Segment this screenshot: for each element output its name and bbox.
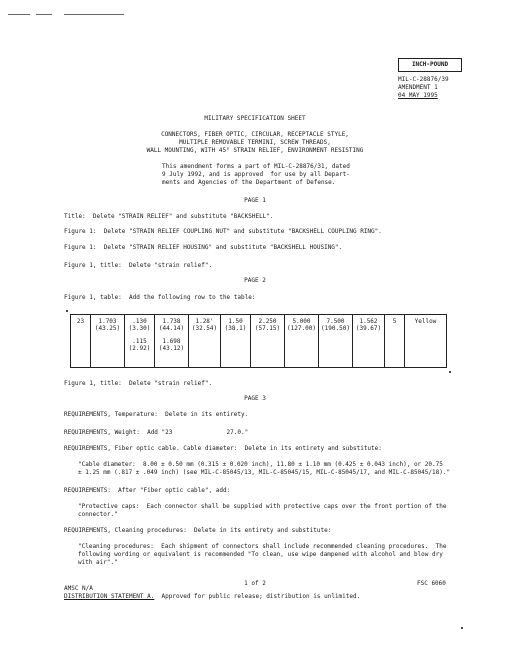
cell-value: 5 — [392, 318, 397, 325]
distribution-statement — [64, 593, 360, 600]
scan-speck — [461, 627, 463, 629]
amsc-code: AMSC N/A — [64, 585, 93, 592]
table-cell — [251, 315, 285, 368]
cell-value-metric: (32.54) — [191, 325, 218, 332]
table-cell — [353, 315, 385, 368]
table-cell — [385, 315, 405, 368]
table-cell — [285, 315, 319, 368]
cell-value: 7.500 — [326, 318, 345, 325]
scan-artifact-line — [36, 14, 52, 15]
table-cell — [91, 315, 125, 368]
cell-value: 1.50 — [228, 318, 243, 325]
change-item: Title: Delete "STRAIN RELIEF" and substitute "BACKSHELL". — [64, 213, 274, 220]
quoted-text: following wording or equivalent is recommended "To clean, use wipe dampened with alcohol and blow dry — [78, 551, 443, 558]
table-cell — [405, 315, 447, 368]
cell-value: .115 — [132, 338, 147, 345]
distribution-label: DISTRIBUTION STATEMENT A. — [64, 593, 155, 600]
cell-value-metric: (44.14) — [158, 325, 185, 332]
table-cell — [319, 315, 353, 368]
cell-value: .130 — [132, 318, 147, 325]
subject-line: WALL MOUNTING, WITH 45° STRAIN RELIEF, ENVIRONMENT RESISTING — [146, 147, 364, 154]
section-heading: PAGE 2 — [244, 277, 266, 284]
quoted-text: "Cable diameter: 8.00 ± 0.50 mm (0.315 ± 0.020 inch), 11.80 ± 1.10 mm (0.425 ± 0.043 inch), or 20.75 — [78, 461, 443, 468]
intro-paragraph: This amendment forms a part of MIL-C-28876/31, dated — [162, 163, 350, 170]
change-item: REQUIREMENTS, Temperature: Delete in its entirety. — [64, 411, 249, 418]
change-item: Figure 1, title: Delete "strain relief". — [64, 380, 213, 387]
cell-value: 5.000 — [292, 318, 311, 325]
change-item: REQUIREMENTS: After "Fiber optic cable", add: — [64, 487, 231, 494]
change-item: Figure 1, title: Delete "strain relief". — [64, 262, 213, 269]
added-table-row — [70, 314, 447, 368]
change-item: Figure 1: Delete "STRAIN RELIEF HOUSING" and substitute "BACKSHELL HOUSING". — [64, 244, 343, 251]
cell-value: 1.738 — [162, 318, 181, 325]
sheet-title: MILITARY SPECIFICATION SHEET — [204, 115, 306, 122]
cell-value: Yellow — [414, 318, 437, 325]
page-number: 1 of 2 — [244, 580, 266, 587]
cell-value: 1.698 — [162, 338, 181, 345]
inch-pound-stamp — [398, 58, 462, 72]
scan-artifact-line — [8, 14, 30, 15]
table-row — [71, 315, 447, 368]
cell-value-metric: (38.1) — [224, 325, 247, 332]
cell-value: 1.562 — [359, 318, 378, 325]
intro-paragraph: 9 July 1992, and is approved for use by all Depart- — [162, 171, 350, 178]
table-cell — [189, 315, 221, 368]
table-cell — [221, 315, 251, 368]
cell-value-metric: (43.12) — [158, 345, 185, 352]
document-number: MIL-C-28876/39 — [398, 76, 449, 83]
cell-value: 2.250 — [258, 318, 277, 325]
table-cell — [125, 315, 155, 368]
intro-paragraph: ments and Agencies of the Department of Defense. — [162, 179, 336, 186]
scan-speck — [449, 371, 451, 373]
section-heading: PAGE 3 — [244, 395, 266, 402]
cell-value-metric: (127.00) — [287, 325, 316, 332]
quoted-text: with air"." — [78, 559, 118, 566]
cell-value: 23 — [76, 318, 85, 325]
table-intro: Figure 1, table: Add the following row to the table: — [64, 294, 256, 301]
change-item: REQUIREMENTS, Cleaning procedures: Delete in its entirety and substitute: — [64, 527, 332, 534]
quoted-text: "Protective caps: Each connector shall be supplied with protective caps over the front portion of the — [78, 503, 447, 510]
section-heading: PAGE 1 — [244, 197, 266, 204]
cell-value: 1.28' — [195, 318, 214, 325]
change-item: REQUIREMENTS, Fiber optic cable. Cable diameter: Delete in its entirety and substitute: — [64, 445, 382, 452]
cell-value-metric: (3.30) — [128, 325, 151, 332]
cell-value-metric: (57.15) — [254, 325, 281, 332]
cell-value-metric: (190.50) — [321, 325, 350, 332]
quoted-text: "Cleaning procedures: Each shipment of connectors shall include recommended cleaning procedures. The — [78, 543, 447, 550]
cell-value-metric: (2.92) — [128, 345, 151, 352]
cell-value-metric: (43.25) — [94, 325, 121, 332]
table-cell — [155, 315, 189, 368]
cell-value: 1.703 — [98, 318, 117, 325]
amendment-number: AMENDMENT 1 — [398, 84, 438, 91]
subject-line: CONNECTORS, FIBER OPTIC, CIRCULAR, RECEPTACLE STYLE, — [161, 131, 349, 138]
subject-line: MULTIPLE REMOVABLE TERMINI, SCREW THREADS, — [179, 139, 331, 146]
table-cell — [71, 315, 91, 368]
stamp-text: INCH-POUND — [411, 61, 449, 68]
quoted-text: connector." — [78, 511, 118, 518]
fsc-code: FSC 6060 — [417, 580, 446, 587]
change-item: REQUIREMENTS, Weight: Add "23 27.0." — [64, 429, 249, 436]
cell-value-metric: (39.67) — [355, 325, 382, 332]
quoted-text: ± 1.25 mm (.817 ± .049 inch) (see MIL-C-85045/13, MIL-C-85045/15, MIL-C-85045/17, and MIL-C-85045/18)." — [78, 469, 451, 476]
scan-artifact-line — [64, 14, 124, 15]
change-item: Figure 1: Delete "STRAIN RELIEF COUPLING NUT" and substitute "BACKSHELL COUPLING RING". — [64, 228, 382, 235]
document-date: 04 MAY 1995 — [398, 92, 438, 99]
distribution-text: Approved for public release; distribution is unlimited. — [161, 593, 361, 600]
scan-speck — [66, 310, 68, 312]
